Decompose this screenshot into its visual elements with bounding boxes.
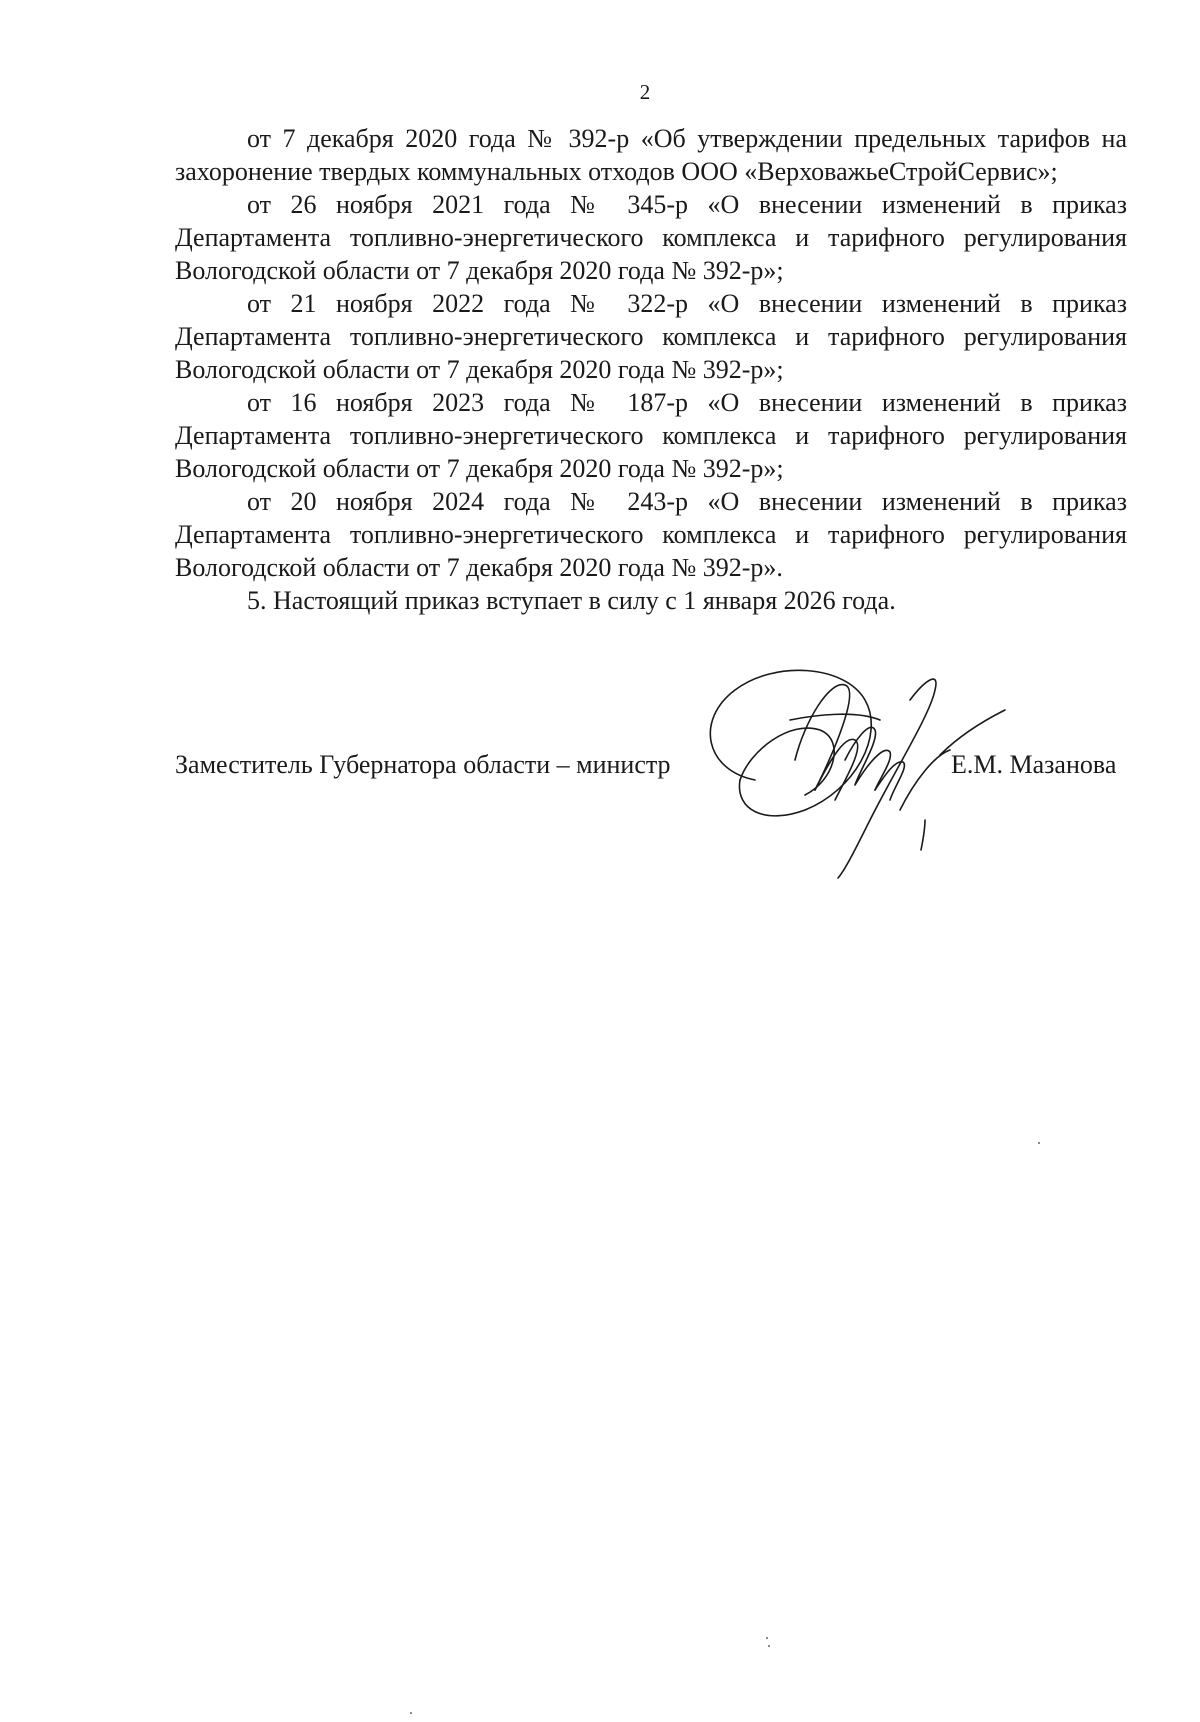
paragraph-order-187: от 16 ноября 2023 года № 187-р «О внесении изменений в приказ Департамента топливно-энергетического комплекса и тарифного регулирования Вологодской области от 7 декабря 2020 года № 392-р»; xyxy=(175,388,1127,483)
scan-speck xyxy=(1038,1142,1040,1144)
paragraph-order-392: от 7 декабря 2020 года № 392-р «Об утверждении предельных тарифов на захоронение твердых коммунальных отходов ООО «ВерховажьеСтройСервис»; xyxy=(175,124,1127,186)
paragraph-order-322: от 21 ноября 2022 года № 322-р «О внесении изменений в приказ Департамента топливно-энергетического комплекса и тарифного регулирования Вологодской области от 7 декабря 2020 года № 392-р»; xyxy=(175,289,1127,384)
scan-speck xyxy=(766,1637,768,1639)
document-body xyxy=(175,122,1127,617)
paragraph-effective-date: 5. Настоящий приказ вступает в силу с 1 января 2026 года. xyxy=(247,586,896,615)
handwritten-signature xyxy=(695,660,1025,880)
scan-speck xyxy=(410,1712,412,1714)
paragraph-order-243: от 20 ноября 2024 года № 243-р «О внесении изменений в приказ Департамента топливно-энергетического комплекса и тарифного регулирования Вологодской области от 7 декабря 2020 года № 392-р». xyxy=(175,487,1127,582)
scan-speck xyxy=(768,1645,770,1647)
signatory-name: Е.М. Мазанова xyxy=(951,750,1117,779)
paragraph-order-345: от 26 ноября 2021 года № 345-р «О внесении изменений в приказ Департамента топливно-энергетического комплекса и тарифного регулирования Вологодской области от 7 декабря 2020 года № 392-р»; xyxy=(175,190,1127,285)
signatory-title: Заместитель Губернатора области – министр xyxy=(175,750,671,779)
page-number: 2 xyxy=(639,80,651,104)
